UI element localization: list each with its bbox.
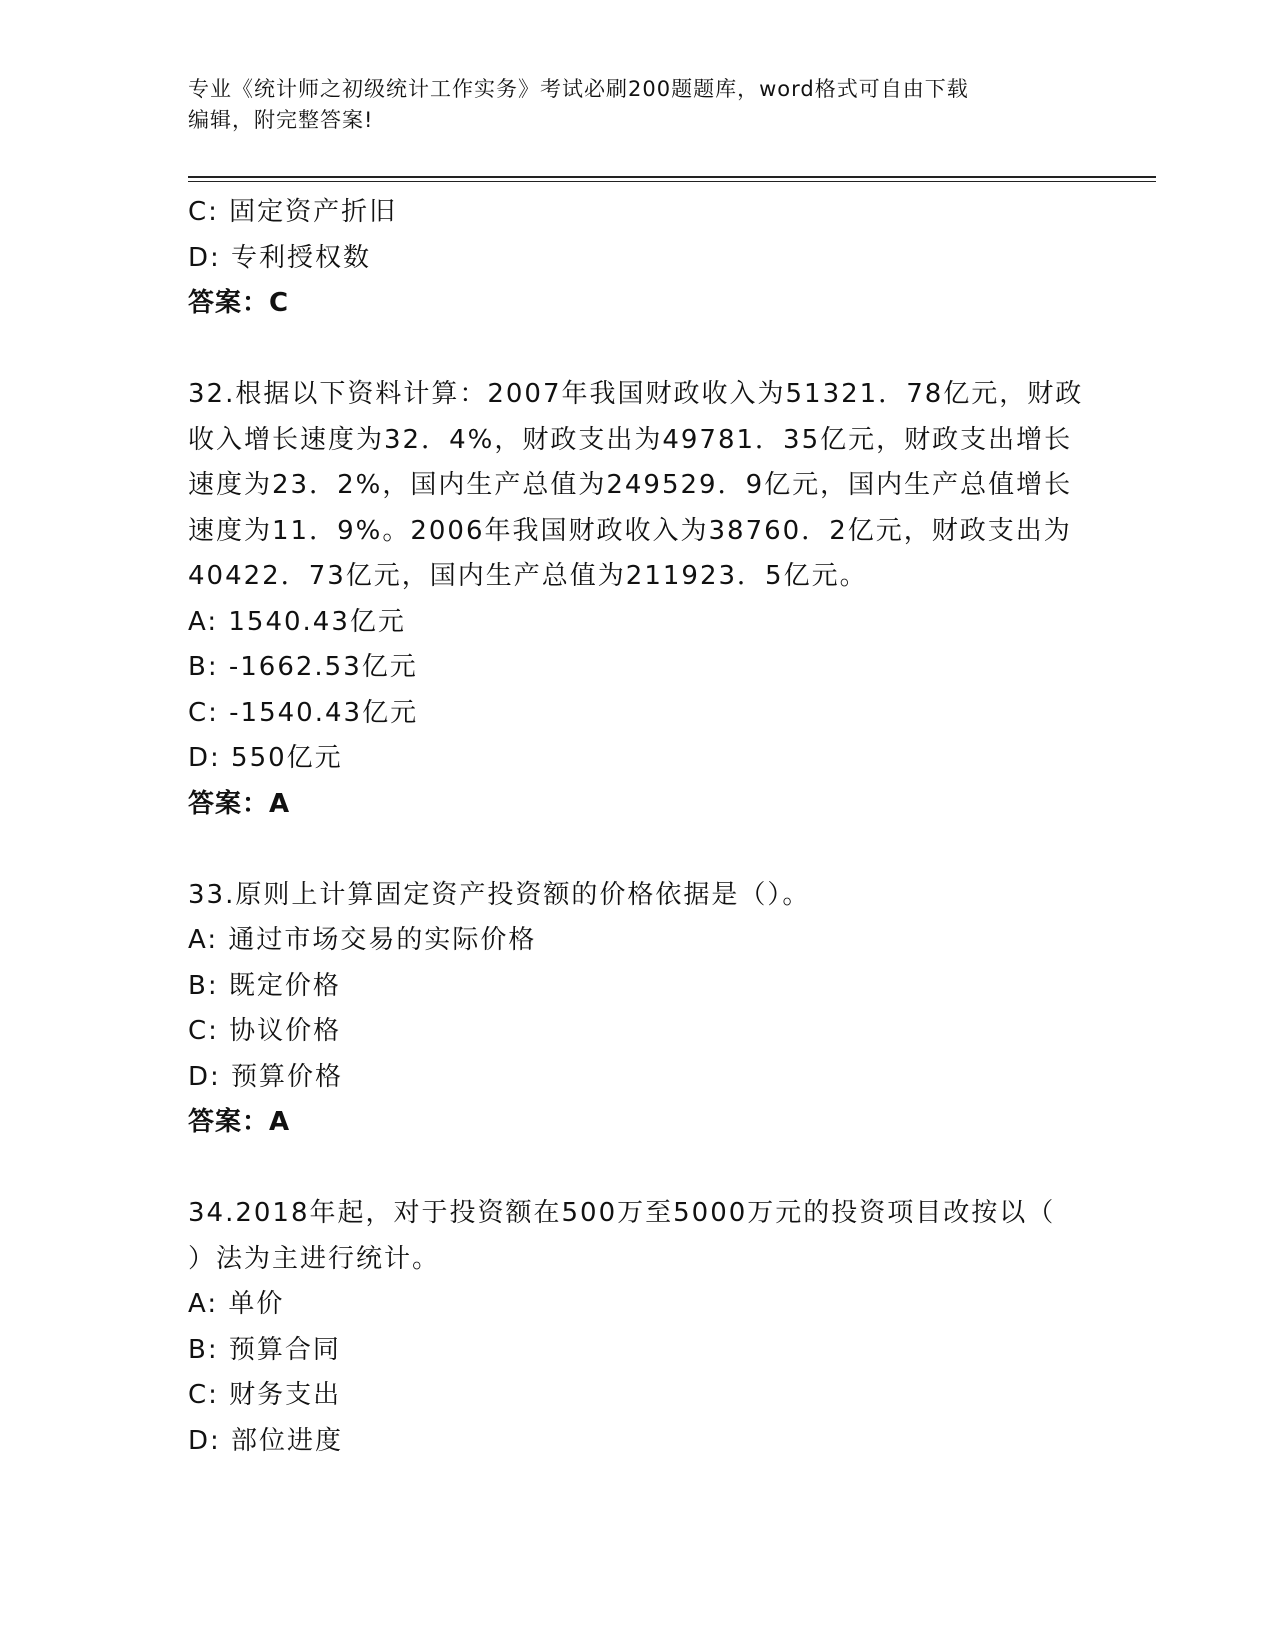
stem-line: 34.2018年起，对于投资额在500万至5000万元的投资项目改按以（ — [188, 1198, 1056, 1228]
option-a: A: 通过市场交易的实际价格 — [188, 925, 537, 955]
question-stem — [188, 873, 1088, 919]
stem-line: 40422．73亿元，国内生产总值为211923．5亿元。 — [188, 561, 868, 591]
stem-line: 速度为11．9%。2006年我国财政收入为38760．2亿元，财政支出为 — [188, 515, 1072, 546]
option-d: D: 预算价格 — [188, 1061, 344, 1092]
question-list — [188, 190, 1088, 1464]
stem-line: 速度为23．2%，国内生产总值为249529．9亿元，国内生产总值增长 — [188, 470, 1073, 500]
spacer — [188, 1146, 1088, 1192]
option-d: D: 550亿元 — [188, 743, 343, 773]
stem-line: 33.原则上计算固定资产投资额的价格依据是（）。 — [188, 879, 811, 910]
stem-line: 32.根据以下资料计算：2007年我国财政收入为51321．78亿元，财政 — [188, 379, 1084, 409]
option-b: B: 预算合同 — [188, 1334, 341, 1365]
header-divider-thin — [188, 181, 1156, 182]
option-c: C: -1540.43亿元 — [188, 697, 419, 728]
spacer — [188, 327, 1088, 373]
question-block-34 — [188, 1191, 1088, 1464]
option-c: C: 财务支出 — [188, 1380, 342, 1410]
option-b: B: -1662.53亿元 — [188, 652, 418, 682]
question-block-32 — [188, 372, 1088, 827]
question-block-31 — [188, 190, 1088, 327]
option-a: A: 1540.43亿元 — [188, 606, 406, 637]
header-divider-thick — [188, 176, 1156, 178]
question-stem — [188, 372, 1088, 600]
stem-line: ）法为主进行统计。 — [188, 1243, 441, 1274]
option-c: C: 协议价格 — [188, 1016, 342, 1046]
answer-line: 答案：C — [188, 288, 290, 318]
question-block-33 — [188, 873, 1088, 1146]
document-header — [188, 74, 1088, 136]
header-line-1: 专业《统计师之初级统计工作实务》考试必刷200题题库，word格式可自由下载 — [188, 77, 969, 101]
header-line-2: 编辑，附完整答案! — [188, 108, 374, 132]
option-d: D: 专利授权数 — [188, 242, 372, 273]
option-c: C: 固定资产折旧 — [188, 197, 398, 227]
spacer — [188, 827, 1088, 873]
answer-line: 答案：A — [188, 788, 291, 819]
stem-line: 收入增长速度为32．4%，财政支出为49781．35亿元，财政支出增长 — [188, 424, 1073, 455]
option-b: B: 既定价格 — [188, 970, 341, 1001]
option-a: A: 单价 — [188, 1289, 285, 1319]
answer-line: 答案：A — [188, 1107, 291, 1137]
question-stem — [188, 1191, 1088, 1282]
option-d: D: 部位进度 — [188, 1425, 344, 1456]
